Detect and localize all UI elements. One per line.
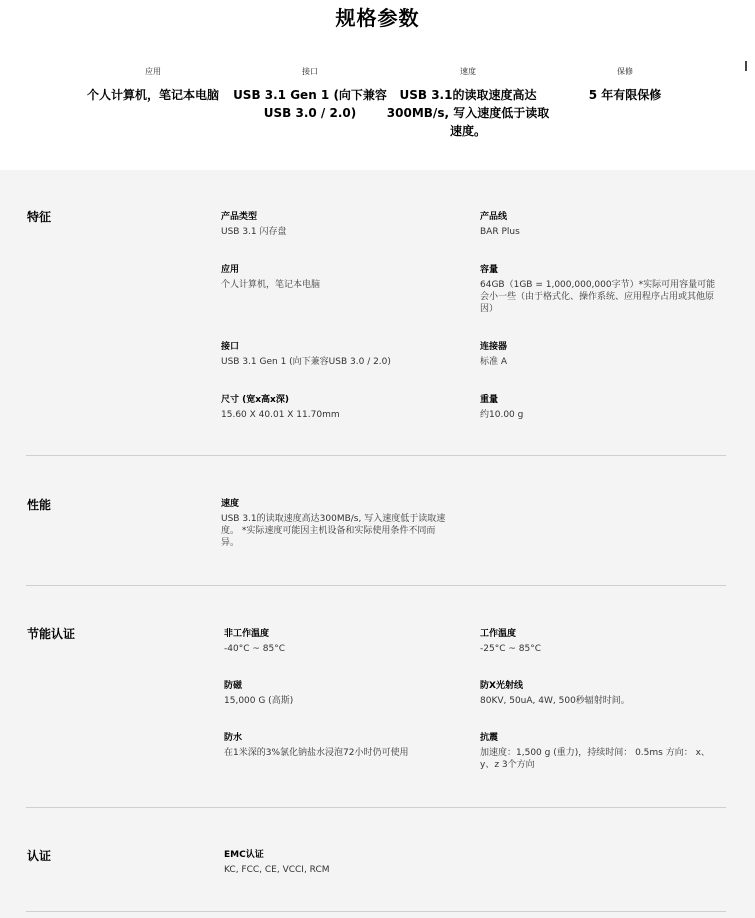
spec-label: 产品线 <box>480 212 508 222</box>
section-title-certification: 认证 <box>27 849 52 863</box>
spec-shock <box>480 730 712 771</box>
spec-value: BAR Plus <box>480 227 520 237</box>
spec-value: 加速度：1,500 g (重力)，持续时间： 0.5ms 方向： x、y、z 3个方向 <box>480 748 710 770</box>
spec-emc <box>224 847 454 876</box>
spec-label: 防磁 <box>224 681 243 691</box>
section-divider <box>26 911 726 912</box>
spec-label: 连接器 <box>480 342 508 352</box>
spec-dimensions <box>221 392 451 421</box>
section-divider <box>26 455 726 456</box>
spec-value: 15,000 G (高斯) <box>224 696 294 706</box>
spec-weight <box>480 392 710 421</box>
spec-value: -40°C ~ 85°C <box>224 644 285 654</box>
highlight-value: 个人计算机，笔记本电脑 <box>86 88 219 102</box>
spec-label: 抗震 <box>480 733 499 743</box>
spec-label: 尺寸 (宽x高x深) <box>221 395 289 405</box>
spec-xray <box>480 678 710 707</box>
spec-label: 速度 <box>221 499 240 509</box>
spec-label: 产品类型 <box>221 212 258 222</box>
spec-application <box>221 262 451 291</box>
spec-value: 64GB（1GB = 1,000,000,000字节）*实际可用容量可能会小一些（由于格式化、操作系统、应用程序占用或其他原因） <box>480 280 716 314</box>
highlight-application <box>78 66 228 104</box>
spec-value: -25°C ~ 85°C <box>480 644 541 654</box>
spec-label: 工作温度 <box>480 629 517 639</box>
section-divider <box>26 807 726 808</box>
highlight-label: 接口 <box>302 67 318 76</box>
spec-interface <box>221 339 461 368</box>
section-title-environment: 节能认证 <box>27 627 76 641</box>
section-divider <box>26 585 726 586</box>
spec-speed <box>221 496 451 549</box>
spec-value: 个人计算机，笔记本电脑 <box>221 280 321 290</box>
scroll-edge-marker <box>745 61 747 71</box>
spec-non-operating-temp <box>224 626 454 655</box>
spec-value: 约10.00 g <box>480 410 524 420</box>
spec-product-line <box>480 209 710 238</box>
spec-label: 防水 <box>224 733 243 743</box>
spec-label: 防X光射线 <box>480 681 523 691</box>
highlight-label: 保修 <box>617 67 633 76</box>
section-title-features: 特征 <box>27 210 52 224</box>
highlight-warranty <box>565 66 685 104</box>
spec-label: 接口 <box>221 342 240 352</box>
spec-label: 应用 <box>221 265 240 275</box>
section-title-performance: 性能 <box>27 498 52 512</box>
spec-value: 80KV, 50uA, 4W, 500秒辐射时间。 <box>480 696 630 706</box>
highlight-label: 应用 <box>145 67 161 76</box>
spec-connector <box>480 339 710 368</box>
spec-value: 在1米深的3%氯化钠盐水浸泡72小时仍可使用 <box>224 748 409 758</box>
highlight-label: 速度 <box>460 67 476 76</box>
page-title: 规格参数 <box>335 6 420 30</box>
spec-waterproof <box>224 730 464 759</box>
spec-label: 非工作温度 <box>224 629 270 639</box>
highlight-value: 5 年有限保修 <box>588 88 662 102</box>
spec-product-type <box>221 209 451 238</box>
highlight-interface <box>228 66 392 122</box>
highlight-speed <box>386 66 550 140</box>
spec-value: USB 3.1的读取速度高达300MB/s, 写入速度低于读取速度。 *实际速度可能因主机设备和实际使用条件不同而异。 <box>221 514 446 548</box>
spec-label: EMC认证 <box>224 850 264 860</box>
spec-operating-temp <box>480 626 710 655</box>
spec-label: 容量 <box>480 265 499 275</box>
spec-value: 标准 A <box>480 357 508 367</box>
spec-value: 15.60 X 40.01 X 11.70mm <box>221 410 340 420</box>
highlight-value: USB 3.1的读取速度高达300MB/s, 写入速度低于读取速度。 <box>386 88 550 138</box>
spec-value: KC, FCC, CE, VCCI, RCM <box>224 865 330 875</box>
spec-value: USB 3.1 闪存盘 <box>221 227 287 237</box>
spec-magnetic <box>224 678 454 707</box>
spec-label: 重量 <box>480 395 499 405</box>
spec-value: USB 3.1 Gen 1 (向下兼容USB 3.0 / 2.0) <box>221 357 391 367</box>
spec-capacity <box>480 262 718 315</box>
highlight-value: USB 3.1 Gen 1 (向下兼容USB 3.0 / 2.0) <box>233 88 387 120</box>
